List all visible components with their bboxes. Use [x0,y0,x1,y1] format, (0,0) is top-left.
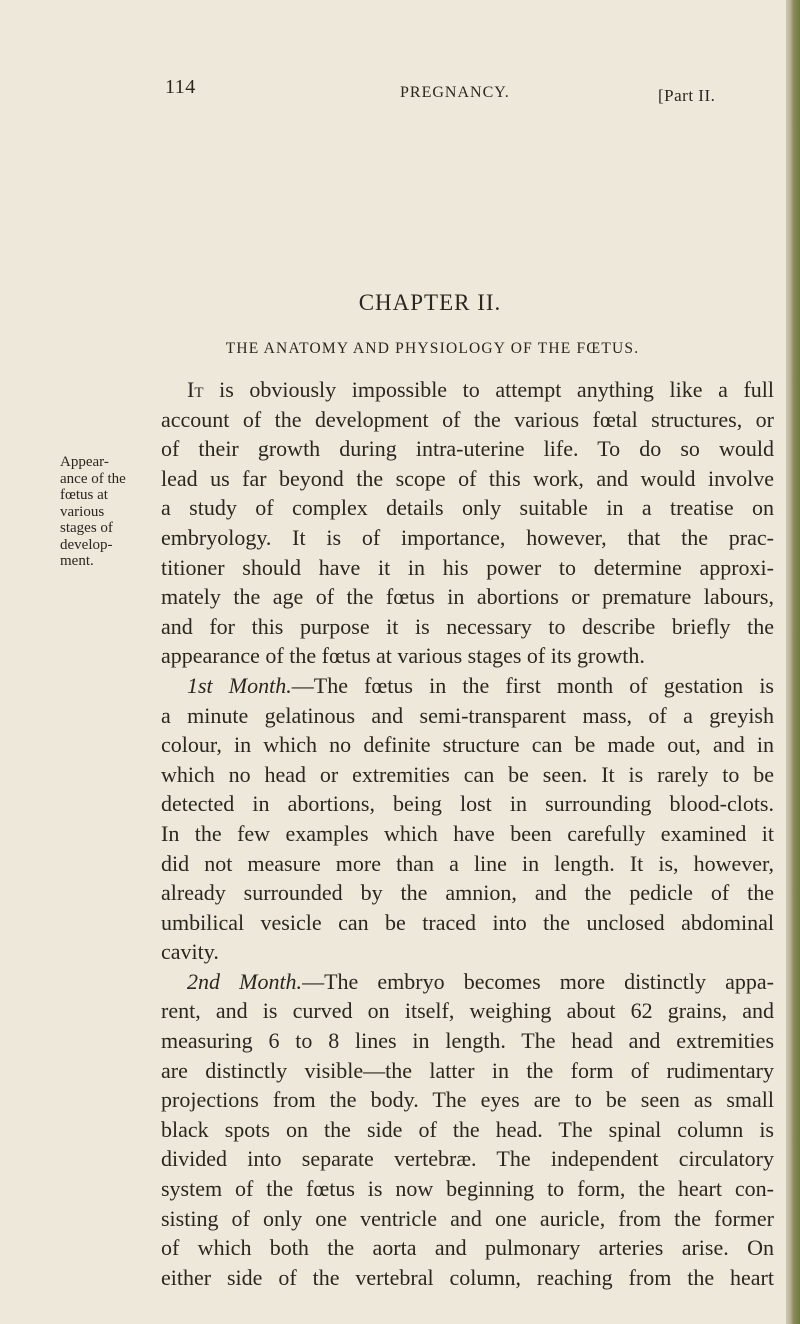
paragraph-line: sisting of only one ventricle and one auricle, from the former [161,1205,774,1231]
paragraph-line [161,375,774,405]
paragraph-line: a minute gelatinous and semi-transparent mass, of a greyish [161,702,774,728]
paragraph-line: detected in abortions, being lost in surrounding blood-clots. [161,791,774,817]
paragraph-line [161,671,774,701]
paragraph-line: either side of the vertebral column, reaching from the heart [161,1264,774,1290]
paragraph-line: measuring 6 to 8 lines in length. The head and extremities [161,1028,774,1054]
section-heading: 2nd Month. [187,968,303,994]
paragraph-line: a study of complex details only suitable in a treatise on [161,495,774,521]
page-edge [786,0,800,1324]
paragraph-line: are distinctly visible—the latter in the form of rudimentary [161,1057,774,1083]
chapter-subtitle: THE ANATOMY AND PHYSIOLOGY OF THE FŒTUS. [225,340,640,357]
paragraph-line [161,967,774,997]
paragraph-line: embryology. It is of importance, however, that the prac- [161,524,774,550]
part-label: [Part II. [658,86,716,105]
chapter-title: CHAPTER II. [358,290,502,315]
paragraph-line: divided into separate vertebræ. The independent circulatory [161,1146,774,1172]
paragraph-line: black spots on the side of the head. The spinal column is [161,1116,774,1142]
paragraph-line: titioner should have it in his power to determine approxi- [161,554,774,580]
margin-note-line: Appear- [60,454,109,470]
margin-note-line: fœtus at [60,487,108,503]
margin-note-line: ment. [60,553,94,569]
line-text: —The embryo becomes more distinctly appa- [302,968,774,994]
paragraph-line: system of the fœtus is now beginning to form, the heart con- [161,1176,774,1202]
paragraph-line: and for this purpose it is necessary to describe briefly the [161,613,774,639]
paragraph-line: projections from the body. The eyes are to be seen as small [161,1087,774,1113]
paragraph-line: did not measure more than a line in length. It is, however, [161,850,774,876]
paragraph-line: mately the age of the fœtus in abortions or premature labours, [161,584,774,610]
section-heading: 1st Month. [187,672,292,698]
paragraph-line: which no head or extremities can be seen. It is rarely to be [161,761,774,787]
paragraph-line: already surrounded by the amnion, and the pedicle of the [161,880,774,906]
paragraph-line: In the few examples which have been carefully examined it [161,820,774,846]
page-number: 114 [165,76,196,98]
margin-note-line: stages of [60,520,113,536]
paragraph-line: colour, in which no definite structure can be made out, and in [161,732,774,758]
margin-note-line: develop- [60,536,113,553]
margin-note-line: various [60,503,105,520]
margin-note-line: ance of the [60,470,126,487]
paragraph-line: appearance of the fœtus at various stages of its growth. [161,643,645,669]
paragraph-line: rent, and is curved on itself, weighing about 62 grains, and [161,998,774,1024]
paragraph-line: lead us far beyond the scope of this work, and would involve [161,465,774,491]
paragraph-line: account of the development of the various fœtal structures, or [161,406,774,432]
line-text: is obviously impossible to attempt anything like a full [203,377,774,402]
page-header [0,76,800,106]
line-text: —The fœtus in the first month of gestation is [291,672,774,698]
paragraph-line: of their growth during intra-uterine life. To do so would [161,436,774,462]
body-text [161,375,774,1292]
margin-note [60,454,160,570]
dropcap: It [187,377,204,402]
running-title: PREGNANCY. [400,84,510,101]
paragraph-line: of which both the aorta and pulmonary arteries arise. On [161,1235,774,1261]
paragraph-line: cavity. [161,939,219,965]
paragraph-line: umbilical vesicle can be traced into the unclosed abdominal [161,909,774,935]
